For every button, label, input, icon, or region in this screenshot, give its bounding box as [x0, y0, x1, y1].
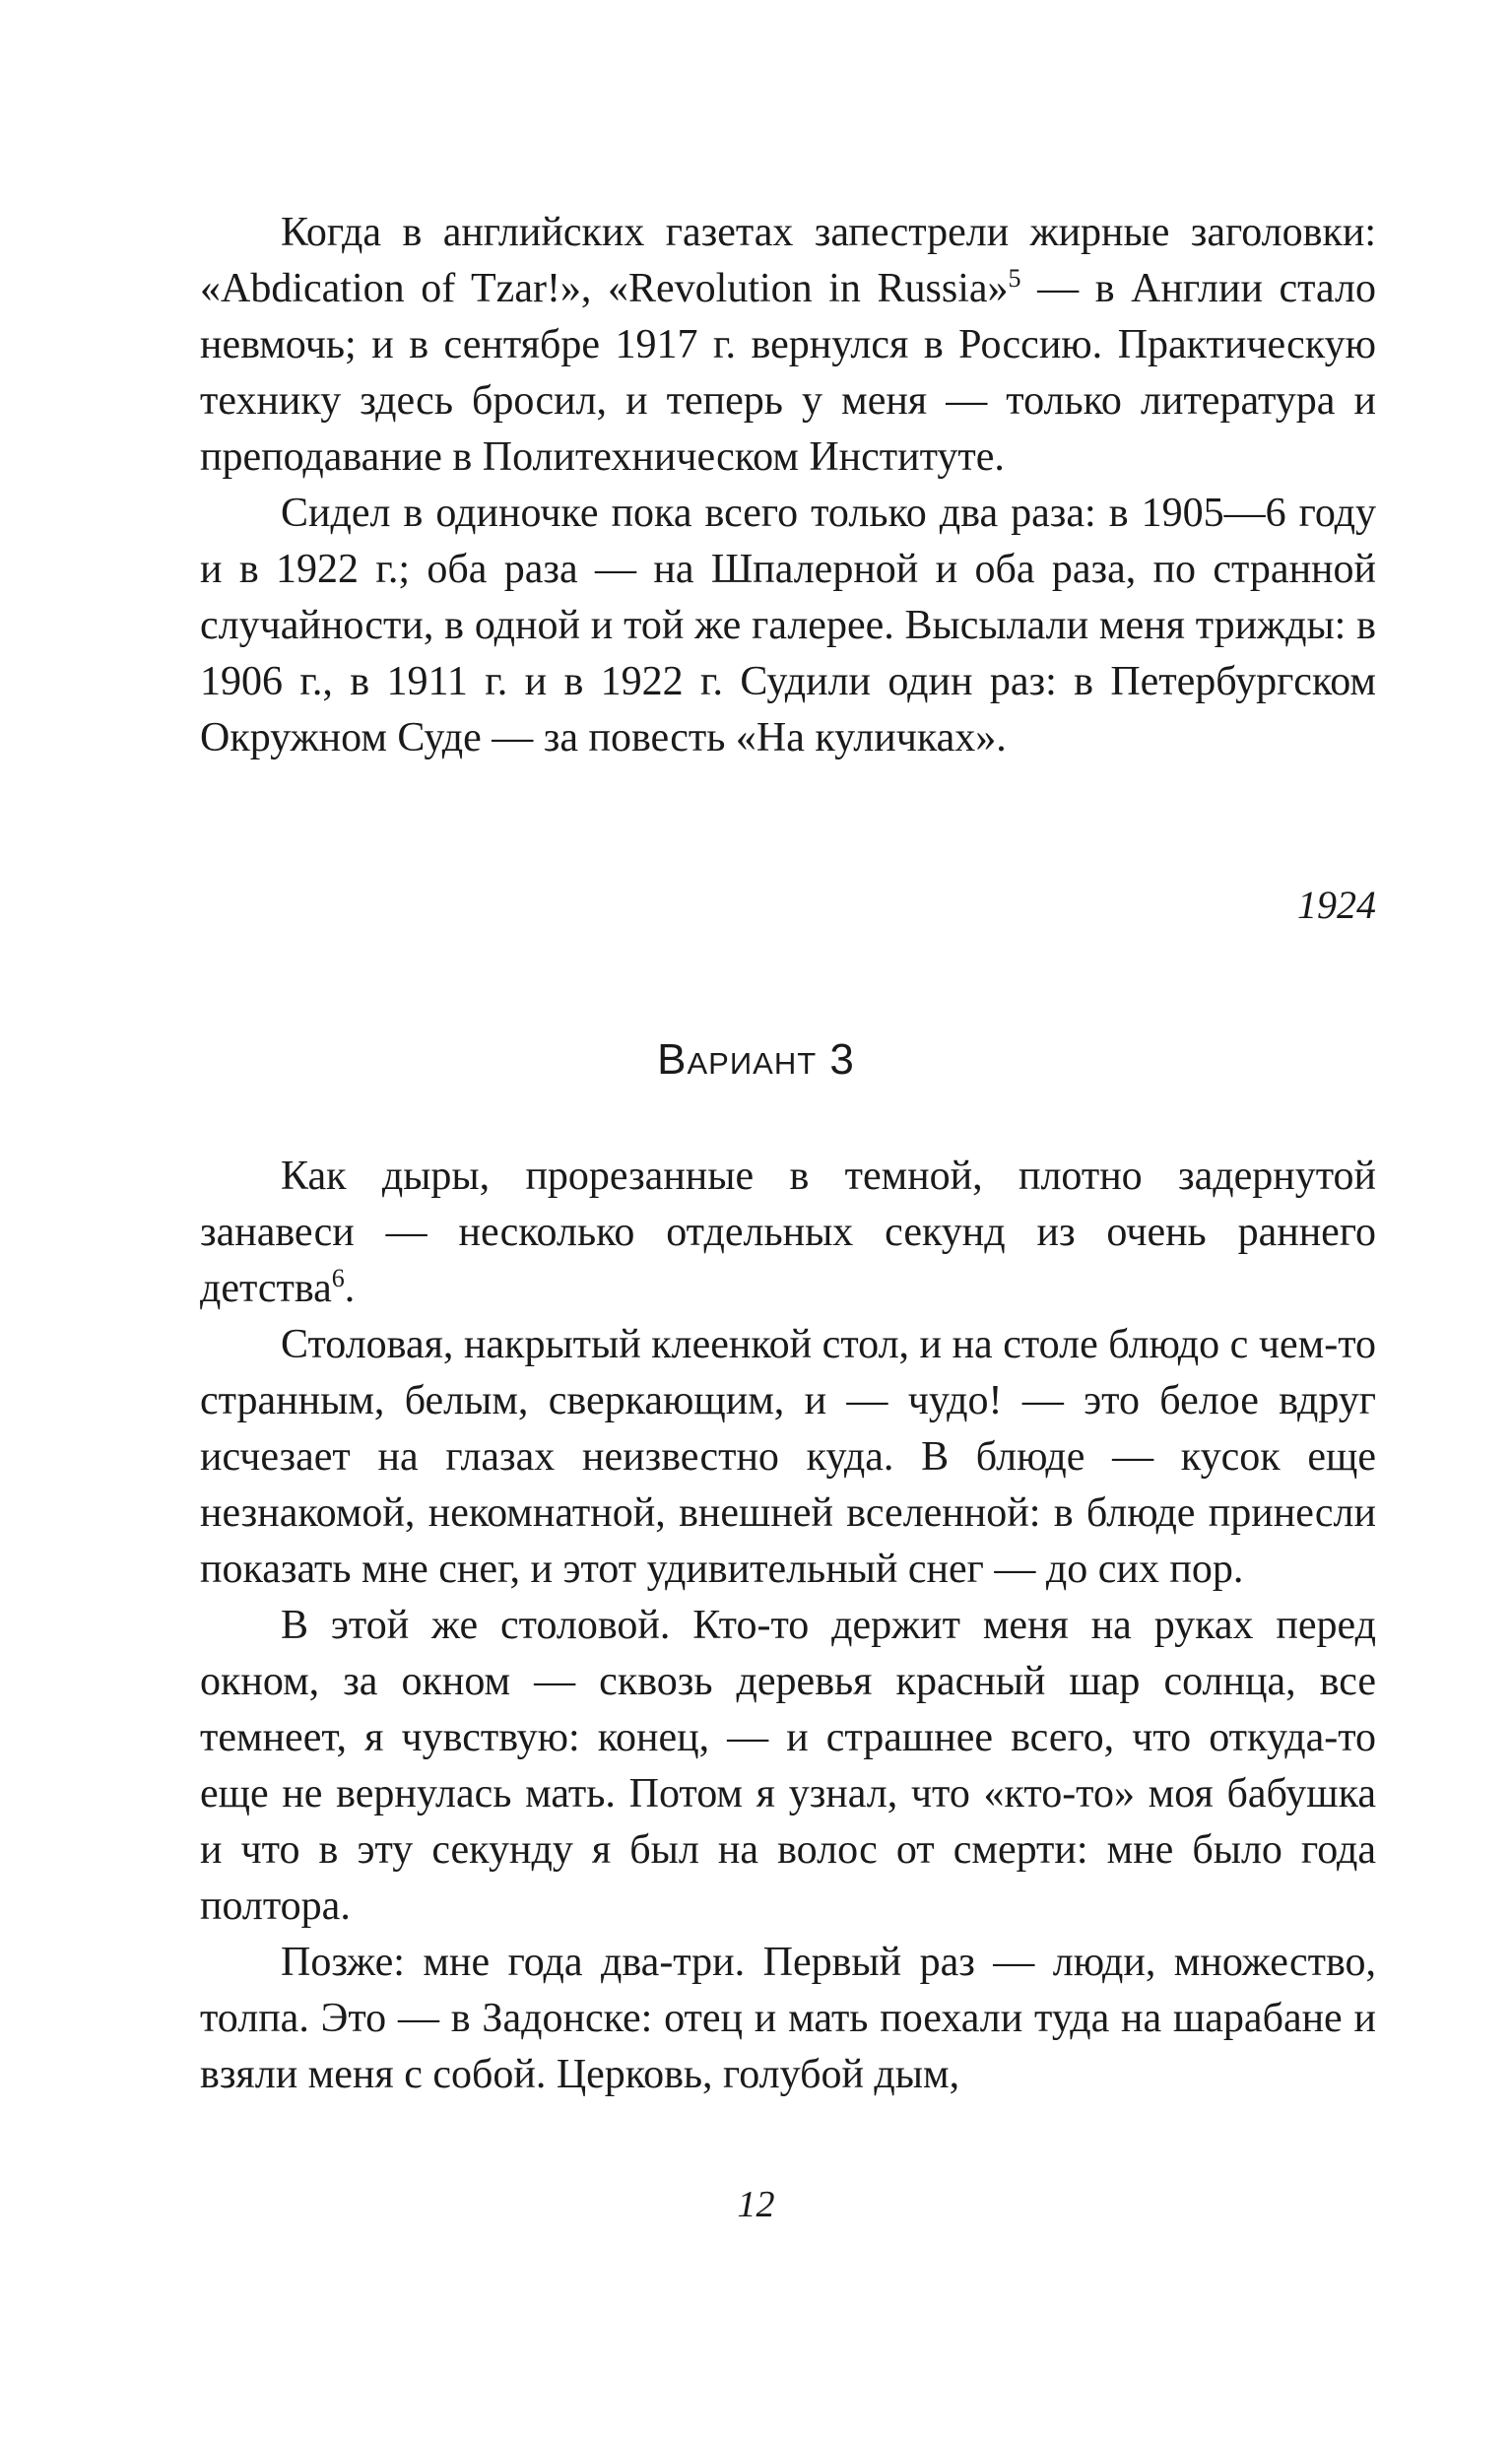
footnote-marker[interactable]: 5 — [1008, 264, 1021, 293]
paragraph: Столовая, накрытый клеенкой стол, и на столе блюдо с чем-то странным, белым, сверкающим, и — чудо! — это белое вдруг исчезает на глазах неизвестно куда. В блюде — кусок еще незнакомой, некомнатной, внешней вселенной: в блюде принесли показать мне снег, и этот удивительный снег — до сих пор. — [200, 1322, 1376, 1592]
text-block-autobiography — [200, 205, 1376, 766]
paragraph — [200, 1149, 1376, 1317]
paragraph: Позже: мне года два-три. Первый раз — люди, множество, толпа. Это — в Задонске: отец и мать поехали туда на шарабане и взяли меня с собой. Церковь, голубой дым, — [200, 1940, 1376, 2097]
paragraph: Сидел в одиночке пока всего только два раза: в 1905—6 году и в 1922 г.; оба раза — на Шпалерной и оба раза, по странной случайности, в одной и той же галерее. Высылали меня трижды: в 1906 г., в 1911 г. и в 1922 г. Судили один раз: в Петербургском Окружном Суде — за повесть «На куличках». — [200, 491, 1376, 760]
text-block-variant-3 — [200, 1149, 1376, 2103]
date-signature: 1924 — [1297, 883, 1376, 927]
paragraph-text: Как дыры, прорезанные в темной, плотно задернутой занавеси — несколько отдельных секунд из очень раннего детства — [200, 1154, 1376, 1311]
footnote-marker[interactable]: 6 — [331, 1264, 345, 1292]
paragraph-text: — в Англии стало невмочь; и в сентябре 1917 г. вернулся в Россию. Практическую технику здесь бросил, и теперь у меня — только литература и преподавание в Политехническом Институте. — [200, 266, 1376, 480]
paragraph: В этой же столовой. Кто-то держит меня на руках перед окном, за окном — сквозь деревья красный шар солнца, все темнеет, я чувствую: конец, — и страшнее всего, что откуда-то еще не вернулась мать. Потом я узнал, что «кто-то» моя бабушка и что в эту секунду я был на волос от смерти: мне было года полтора. — [200, 1603, 1376, 1929]
paragraph — [200, 205, 1376, 486]
paragraph-text: Когда в английских газетах запестрели жирные заголовки: «Abdication of Tzar!», «Revolution in Russia» — [200, 210, 1376, 311]
section-heading: Вариант 3 — [657, 1035, 855, 1084]
page-number: 12 — [737, 2184, 775, 2225]
paragraph-text: . — [344, 1266, 356, 1311]
